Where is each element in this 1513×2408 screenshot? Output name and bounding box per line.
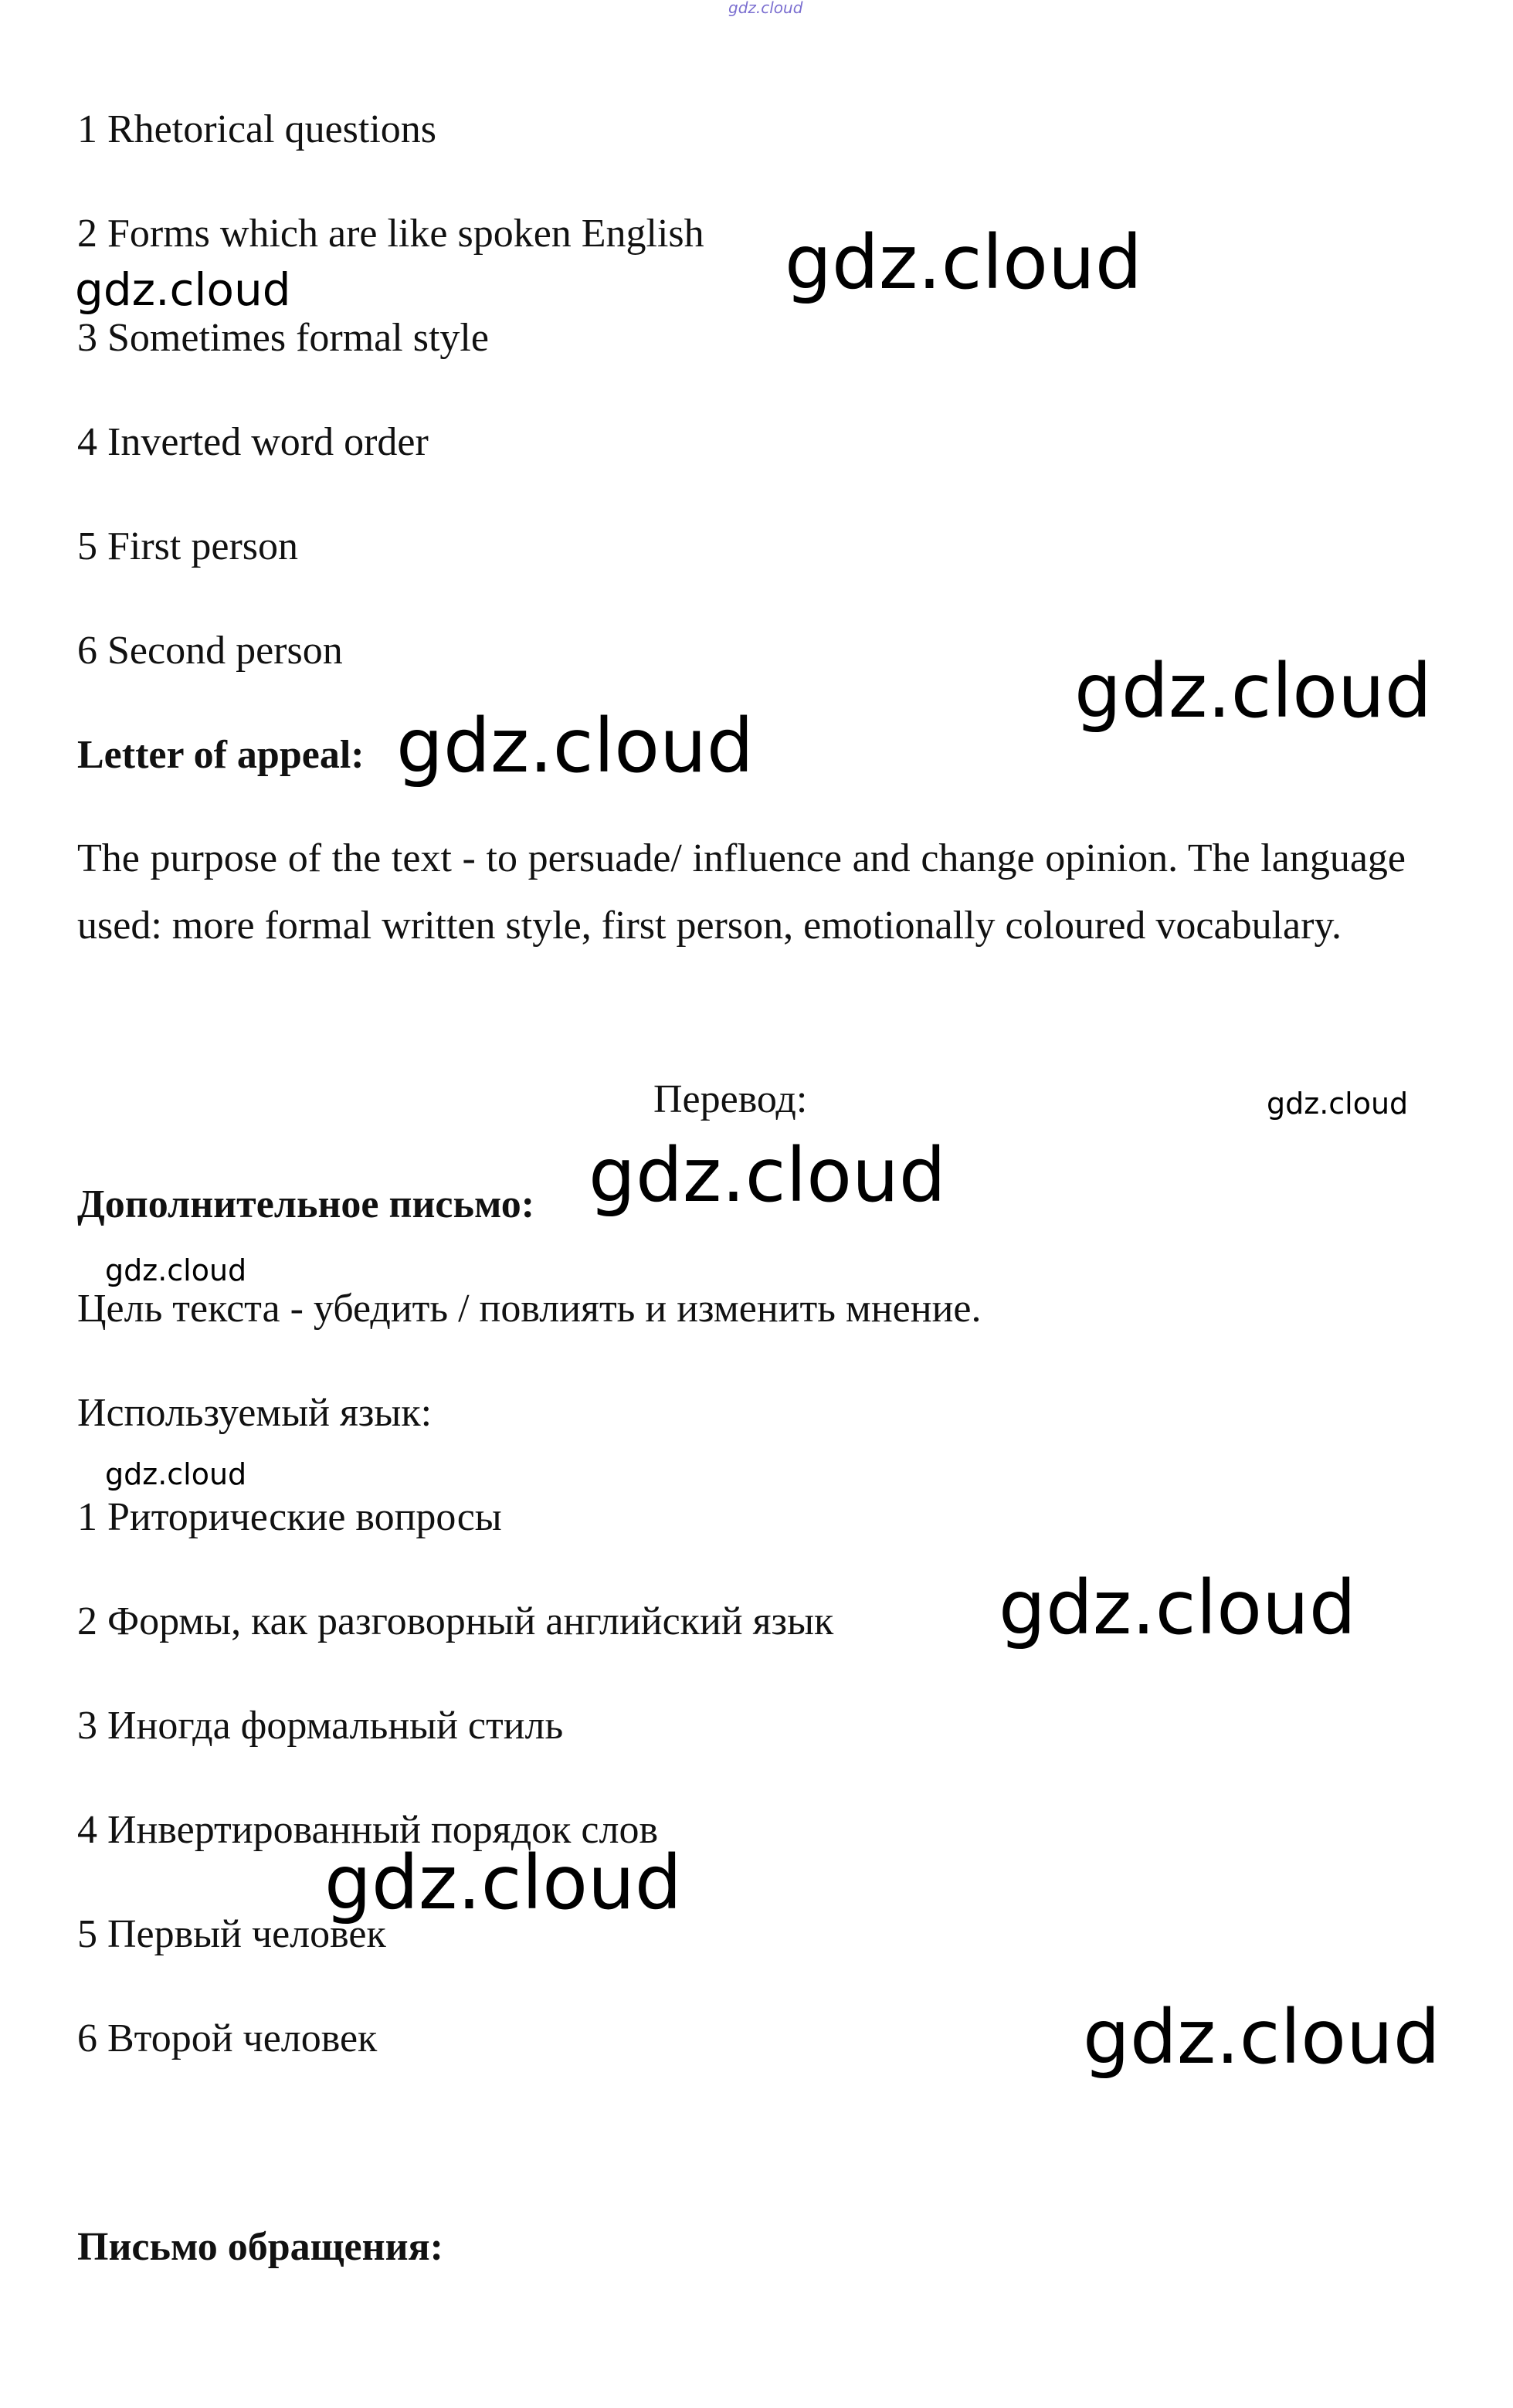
english-item-1: 1 Rhetorical questions <box>77 107 437 151</box>
russian-item-1: 1 Риторические вопросы <box>77 1495 502 1539</box>
watermark: gdz.cloud <box>75 263 291 316</box>
english-item-5: 5 First person <box>77 524 298 568</box>
heading-extra-letter: Дополнительное письмо: <box>77 1182 535 1226</box>
watermark: gdz.cloud <box>785 219 1142 306</box>
watermark: gdz.cloud <box>105 1253 247 1287</box>
watermark: gdz.cloud <box>396 703 754 789</box>
russian-purpose: Цель текста - убедить / повлиять и изменить мнение. <box>77 1287 982 1331</box>
watermark: gdz.cloud <box>589 1132 946 1219</box>
watermark: gdz.cloud <box>1267 1087 1409 1121</box>
watermark: gdz.cloud <box>1074 648 1432 734</box>
russian-item-5: 5 Первый человек <box>77 1912 386 1956</box>
english-item-4: 4 Inverted word order <box>77 420 429 464</box>
heading-letter-of-appeal: Letter of appeal: <box>77 733 365 777</box>
english-item-6: 6 Second person <box>77 629 343 673</box>
russian-item-3: 3 Иногда формальный стиль <box>77 1704 564 1748</box>
english-paragraph: The purpose of the text - to persuade/ influence and change opinion. The language used: more formal written style, first person, emotionally coloured vocabulary. <box>77 836 1406 948</box>
watermark: gdz.cloud <box>999 1565 1356 1651</box>
russian-item-2: 2 Формы, как разговорный английский язык <box>77 1599 834 1643</box>
russian-item-4: 4 Инвертированный порядок слов <box>77 1808 658 1852</box>
russian-language-used: Используемый язык: <box>77 1391 433 1435</box>
english-item-3: 3 Sometimes formal style <box>77 316 489 360</box>
watermark: gdz.cloud <box>324 1840 682 1926</box>
heading-appeal-letter: Письмо обращения: <box>77 2225 443 2269</box>
russian-item-6: 6 Второй человек <box>77 2016 378 2060</box>
english-item-2: 2 Forms which are like spoken English <box>77 212 704 256</box>
translation-label: Перевод: <box>653 1077 808 1121</box>
watermark: gdz.cloud <box>105 1457 247 1491</box>
watermark-top: gdz.cloud <box>728 0 803 17</box>
watermark: gdz.cloud <box>1083 1994 1440 2081</box>
